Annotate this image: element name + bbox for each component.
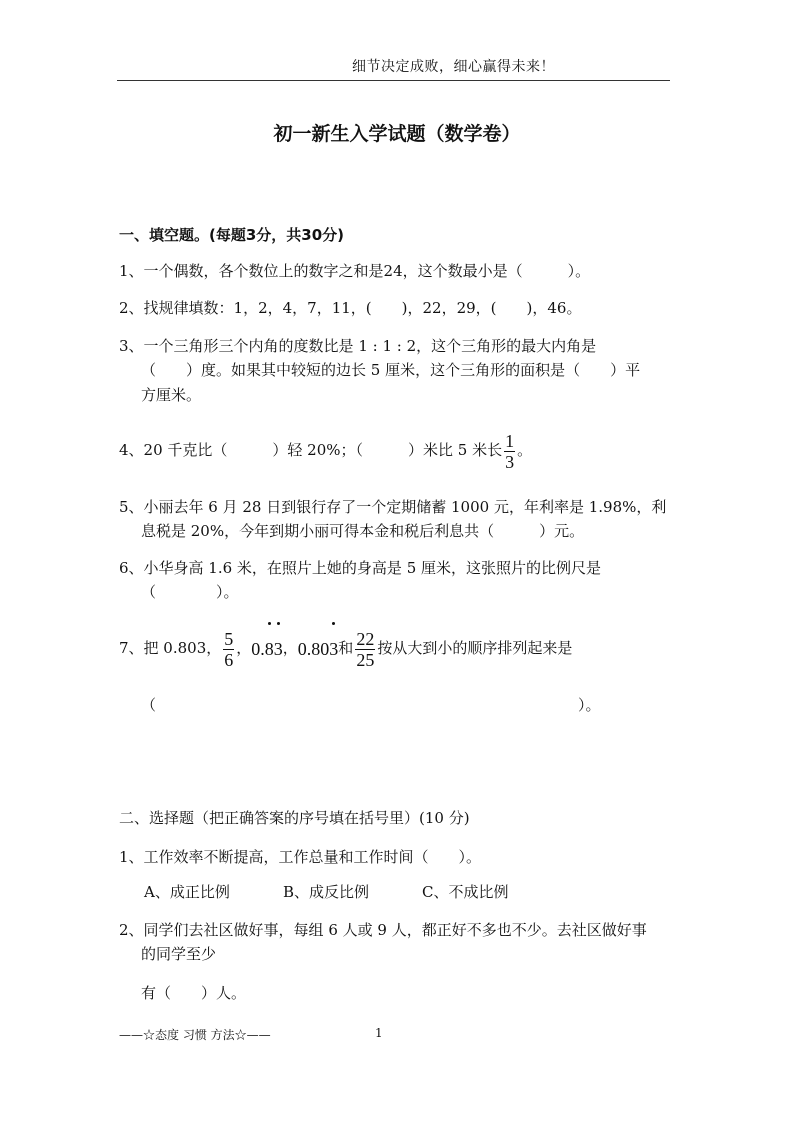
fraction-one-third bbox=[504, 431, 515, 472]
page-number: 1 bbox=[375, 1026, 383, 1040]
question-3-line2: （ ）度。如果其中较短的边长 5 厘米，这个三角形的面积是（ ）平 bbox=[141, 361, 641, 379]
separator: ， bbox=[282, 639, 298, 657]
fraction-numerator: 22 bbox=[356, 628, 375, 649]
repeating-digit: 3 bbox=[329, 627, 338, 671]
answer-blank-open: （ bbox=[141, 696, 157, 714]
question-5-line1: 5、小丽去年 6 月 28 日到银行存了一个定期储蓄 1000 元，年利率是 1.98%，利 bbox=[119, 498, 667, 516]
decimal-part: 0. bbox=[251, 639, 265, 659]
repeating-digit: 8 bbox=[265, 627, 274, 671]
choice-question-2-line1: 2、同学们去社区做好事，每组 6 人或 9 人，都正好不多也不少。去社区做好事 bbox=[119, 921, 647, 939]
repeating-digit: 3 bbox=[274, 627, 283, 671]
fraction-five-sixths bbox=[223, 629, 234, 670]
choice-question-2-line3: 有（ ）人。 bbox=[141, 984, 247, 1002]
question-4 bbox=[119, 428, 532, 472]
fraction-denominator: 6 bbox=[224, 649, 234, 670]
question-4-text: 4、20 千克比（ ）轻 20%；（ ）米比 5 米长 bbox=[119, 441, 503, 459]
repeating-decimal-0-83 bbox=[251, 627, 283, 671]
fraction-denominator: 3 bbox=[505, 451, 515, 472]
question-7-suffix: 按从大到小的顺序排列起来是 bbox=[377, 639, 573, 657]
choice-question-2-line2: 的同学至少 bbox=[141, 945, 217, 963]
fraction-numerator: 5 bbox=[224, 628, 234, 649]
question-2: 2、找规律填数：1，2，4，7，11，( )，22，29，( )，46。 bbox=[119, 299, 582, 317]
option-a: A、成正比例 bbox=[144, 883, 230, 901]
question-7 bbox=[119, 626, 572, 671]
page-title: 初一新生入学试题（数学卷） bbox=[273, 123, 521, 145]
decimal-part: 0.80 bbox=[297, 639, 330, 659]
header-divider bbox=[117, 80, 670, 81]
section2-heading: 二、选择题（把正确答案的序号填在括号里）(10 分) bbox=[119, 809, 470, 827]
question-7-text: 7、把 0.803， bbox=[119, 639, 222, 657]
question-1: 1、一个偶数，各个数位上的数字之和是24，这个数最小是（ ）。 bbox=[119, 262, 591, 280]
question-4-end: 。 bbox=[517, 441, 533, 459]
repeating-decimal-0-803 bbox=[298, 627, 339, 671]
header-motto: 细节决定成败，细心赢得未来！ bbox=[352, 59, 555, 75]
fraction-denominator: 25 bbox=[356, 649, 375, 670]
question-3-line1: 3、一个三角形三个内角的度数比是 1 : 1 : 2，这个三角形的最大内角是 bbox=[119, 337, 597, 355]
and-word: 和 bbox=[338, 639, 354, 657]
choice-question-1: 1、工作效率不断提高，工作总量和工作时间（ ）。 bbox=[119, 848, 482, 866]
section1-heading: 一、填空题。(每题3分，共30分) bbox=[119, 226, 345, 244]
question-6-line1: 6、小华身高 1.6 米，在照片上她的身高是 5 厘米，这张照片的比例尺是 bbox=[119, 559, 602, 577]
option-b: B、成反比例 bbox=[283, 883, 370, 901]
question-3-line3: 方厘米。 bbox=[141, 386, 202, 404]
question-5-line2: 息税是 20%，今年到期小丽可得本金和税后利息共（ ）元。 bbox=[141, 522, 585, 540]
fraction-22-25 bbox=[355, 629, 375, 670]
footer-slogan: ——☆态度 习惯 方法☆—— bbox=[119, 1028, 271, 1042]
option-c: C、不成比例 bbox=[422, 883, 509, 901]
question-6-line2: （ ）。 bbox=[141, 583, 239, 601]
separator: ， bbox=[236, 639, 252, 657]
answer-blank-close: ）。 bbox=[578, 696, 601, 714]
fraction-numerator: 1 bbox=[505, 430, 515, 451]
